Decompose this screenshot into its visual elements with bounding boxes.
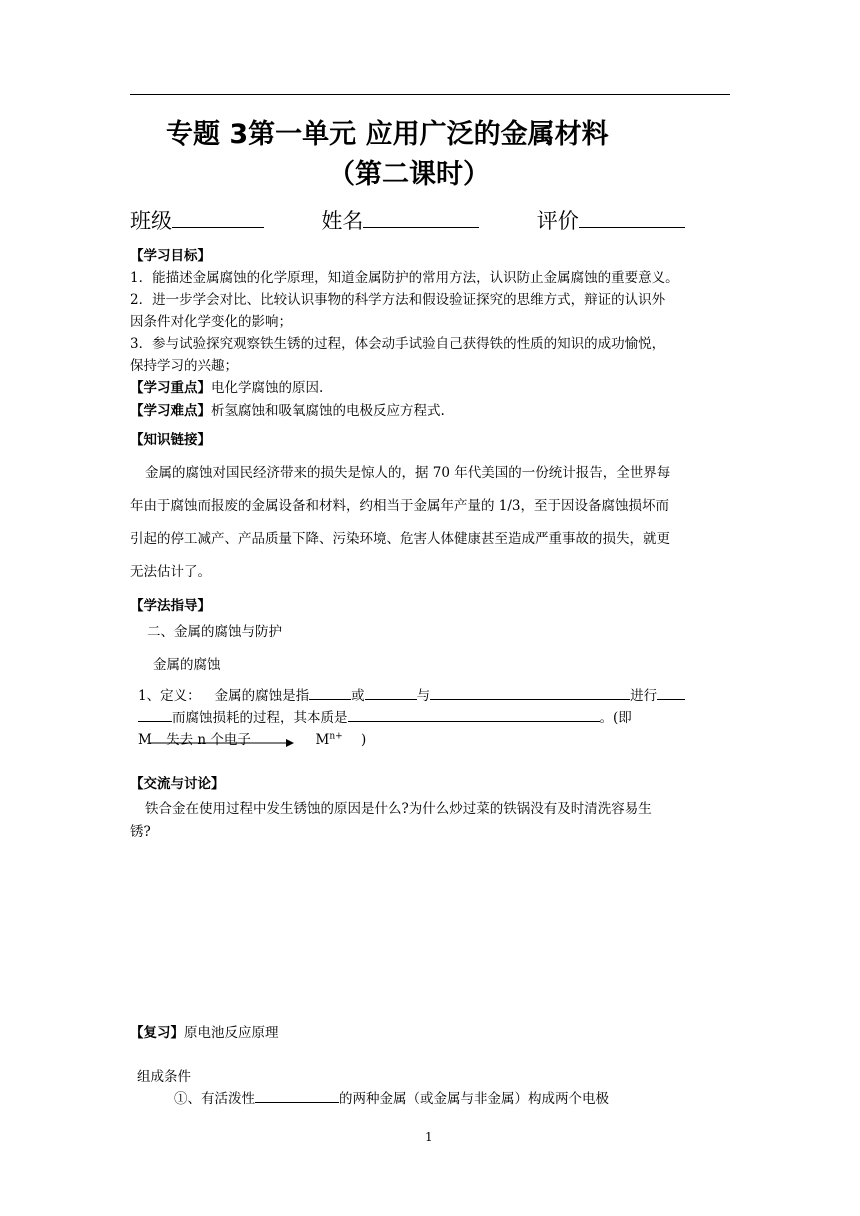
definition-line-2: 而腐蚀损耗的过程，其本质是 。(即 xyxy=(138,706,632,726)
discussion-line: 锈? xyxy=(130,824,151,840)
fill-blank[interactable] xyxy=(138,707,172,722)
fill-blank[interactable] xyxy=(348,707,600,722)
section-title: 二、金属的腐蚀与防护 xyxy=(147,624,282,640)
difficulty-heading: 【学习难点】 xyxy=(130,403,211,419)
grade-label: 评价 xyxy=(536,209,579,233)
definition-label: 1、定义： xyxy=(138,688,201,704)
reaction-arrow-icon xyxy=(150,736,295,750)
fill-blank[interactable] xyxy=(309,685,351,700)
knowledge-line: 无法估计了。 xyxy=(130,564,211,580)
condition-line: ①、有活泼性 的两种金属（或金属与非金属）构成两个电极 xyxy=(174,1087,609,1107)
fill-blank[interactable] xyxy=(430,685,630,700)
formula-condition: 失去 n 个电子 xyxy=(166,732,251,748)
class-label: 班级 xyxy=(130,209,172,233)
difficulty-text: 析氢腐蚀和吸氧腐蚀的电极反应方程式. xyxy=(211,403,445,419)
class-blank[interactable] xyxy=(172,207,264,228)
page-title: 专题 3第一单元 应用广泛的金属材料 xyxy=(166,119,609,150)
discussion-line: 铁合金在使用过程中发生锈蚀的原因是什么?为什么炒过菜的铁锅没有及时清洗容易生 xyxy=(145,801,652,817)
objective-line: 保持学习的兴趣； xyxy=(130,358,238,374)
knowledge-line: 金属的腐蚀对国民经济带来的损失是惊人的，据 70 年代美国的一份统计报告，全世界每 xyxy=(145,465,671,481)
knowledge-link-heading: 【知识链接】 xyxy=(130,432,211,448)
discussion-heading: 【交流与讨论】 xyxy=(130,776,225,792)
objective-line: 2．进一步学会对比、比较认识事物的科学方法和假设验证探究的思维方式，辩证的认识外 xyxy=(130,292,666,308)
subsection-title: 金属的腐蚀 xyxy=(153,657,221,673)
conditions-label: 组成条件 xyxy=(137,1069,191,1085)
page-number: 1 xyxy=(425,1130,433,1144)
difficulty xyxy=(130,399,445,419)
fill-blank[interactable] xyxy=(255,1088,339,1103)
fill-blank[interactable] xyxy=(365,685,417,700)
definition-line-1: 1、定义： 金属的腐蚀是指 或 与 进行 xyxy=(138,684,685,704)
objective-line: 因条件对化学变化的影响； xyxy=(130,314,292,330)
review-text: 原电池反应原理 xyxy=(184,1025,279,1041)
review xyxy=(130,1021,279,1041)
name-label: 姓名 xyxy=(321,209,364,233)
student-info-row xyxy=(130,205,685,235)
formula-metal: M xyxy=(138,732,152,748)
fill-blank[interactable] xyxy=(657,685,685,700)
key-point-heading: 【学习重点】 xyxy=(130,380,211,396)
knowledge-line: 引起的停工减产、产品质量下降、污染环境、危害人体健康甚至造成严重事故的损失，就更 xyxy=(130,531,670,547)
objectives-heading: 【学习目标】 xyxy=(130,248,211,264)
name-blank[interactable] xyxy=(363,207,479,228)
key-point-text: 电化学腐蚀的原因. xyxy=(211,380,324,396)
knowledge-line: 年由于腐蚀而报废的金属设备和材料，约相当于金属年产量的 1/3，至于因设备腐蚀损坏而 xyxy=(130,498,670,514)
objective-line: 1．能描述金属腐蚀的化学原理，知道金属防护的常用方法，认识防止金属腐蚀的重要意义。 xyxy=(130,270,679,286)
corrosion-formula: M 失去 n 个电子 $M^{n+}$ ) xyxy=(138,731,367,748)
page-subtitle: （第二课时） xyxy=(328,159,490,190)
review-heading: 【复习】 xyxy=(130,1025,184,1041)
key-point xyxy=(130,376,323,396)
grade-blank[interactable] xyxy=(579,207,685,228)
formula-ion: $M^{n+}$ xyxy=(315,731,343,748)
objective-line: 3．参与试验探究观察铁生锈的过程，体会动手试验自己获得铁的性质的知识的成功愉悦， xyxy=(130,336,666,352)
header-rule xyxy=(130,94,730,95)
method-guide-heading: 【学法指导】 xyxy=(130,598,211,614)
